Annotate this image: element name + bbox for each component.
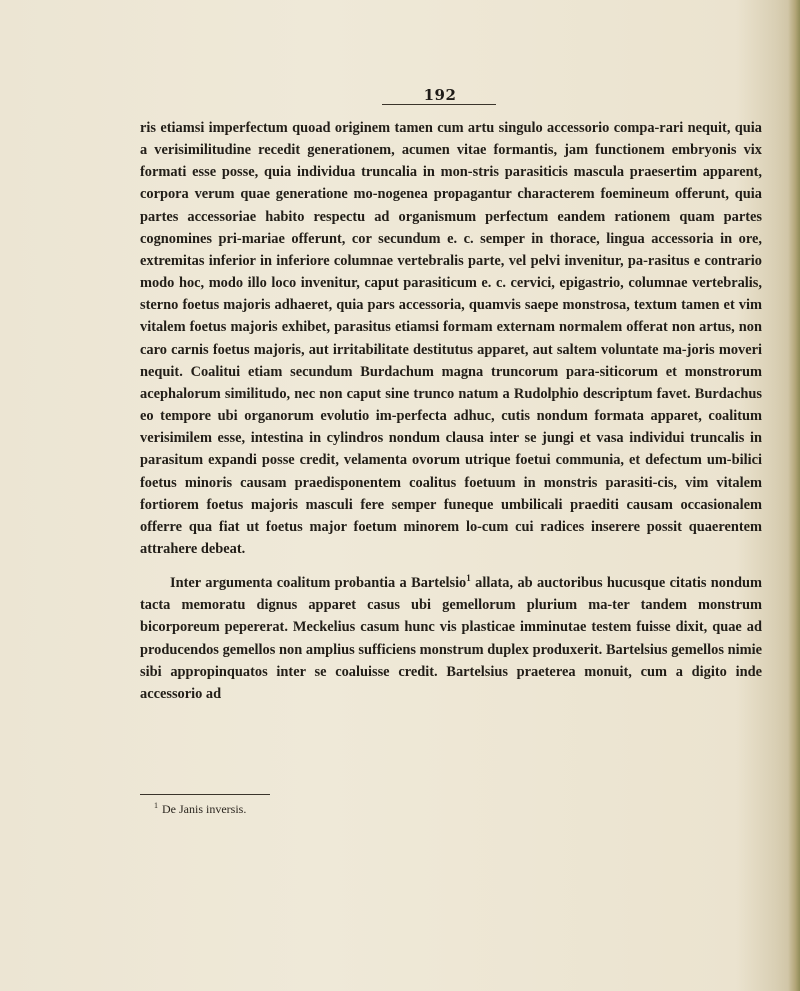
footnote-marker: 1 — [154, 801, 158, 810]
page-edge-shadow — [788, 0, 800, 991]
paragraph-2-start: Inter argumenta coalitum probantia a Bartelsio — [170, 575, 467, 592]
page-number-rule — [382, 104, 496, 105]
paragraph-2 — [140, 572, 762, 705]
paragraph-1: ris etiamsi imperfectum quoad originem tamen cum artu singulo accessorio compa-rari nequit, quia a verisimilitudine recedit generationem, acumen vitae formantis, jam functionem embryonis vix formati esse posse, quia individua truncalia in mon-stris parasiticis mascula praesertim apparent, corpora verum quae generatione mo-nogenea propagantur characterem foemineum offerunt, quia partes accessoriae habito respectu ad organismum perfectum eandem rationem quam partes cognomines pri-mariae offerunt, cor secundum e. c. semper in thorace, lingua accessoria in ore, extremitas inferior in inferiore columnae vertebralis parte, vel pelvi invenitur, pa-rasitus e contrario modo hoc, modo illo loco invenitur, caput parasiticum e. c. cervici, epigastrio, columnae vertebralis, sterno foetus majoris adhaeret, quia pars accessoria, quamvis saepe monstrosa, textum tamen et vim vitalem foetus majoris exhibet, parasitus etiamsi formam externam normalem offerat non artus, non caro carnis foetus majoris, aut irritabilitate destitutus apparet, aut saltem voluntate ma-joris moveri nequit. Coalitui etiam secundum Burdachum magna truncorum para-siticorum et monstrorum acephalorum similitudo, nec non caput sine trunco natum a Rudolphio descriptum favet. Burdachus eo tempore ubi organorum evolutio im-perfecta adhuc, cutis nondum formata apparet, coalitum verisimilem esse, intestina in cylindros nondum clausa inter se jungi et vasa individui truncalis in parasitum expandi posse credit, velamenta ovorum utrique foetui communia, et defectum um-bilici foetus minoris causam praedisponentem coalitus foetuum in monstris parasiti-cis, vim vitalem fortiorem foetus majoris masculi fere semper funeque umbilicali praediti causam occasionalem offerre qua fiat ut foetus major foetum minorem lo-cum cui radices inserere possit quaerentem attrahere debeat. — [140, 120, 762, 557]
footnote — [154, 802, 246, 817]
footnote-text: De Janis inversis. — [162, 802, 247, 816]
paragraph-2-rest: allata, ab auctoribus hucusque citatis nondum tacta memoratu dignus apparet casus ubi gemellorum plurium ma-ter tandem monstrum bicorporeum pepererat. Meckelius casum hunc vis plasticae imminutae testem fuisse dixit, quae ad producendos gemellos non amplius sufficiens monstrum duplex produxerit. Bartelsius gemellos nimie sibi appropinquatos inter se coaluisse credit. Bartelsius praeterea monuit, cum a digito inde accessorio ad — [140, 575, 762, 702]
main-text — [140, 117, 762, 705]
page-number: 192 — [423, 86, 457, 104]
footnote-reference: 1 — [466, 573, 471, 584]
footnote-rule — [140, 794, 270, 795]
